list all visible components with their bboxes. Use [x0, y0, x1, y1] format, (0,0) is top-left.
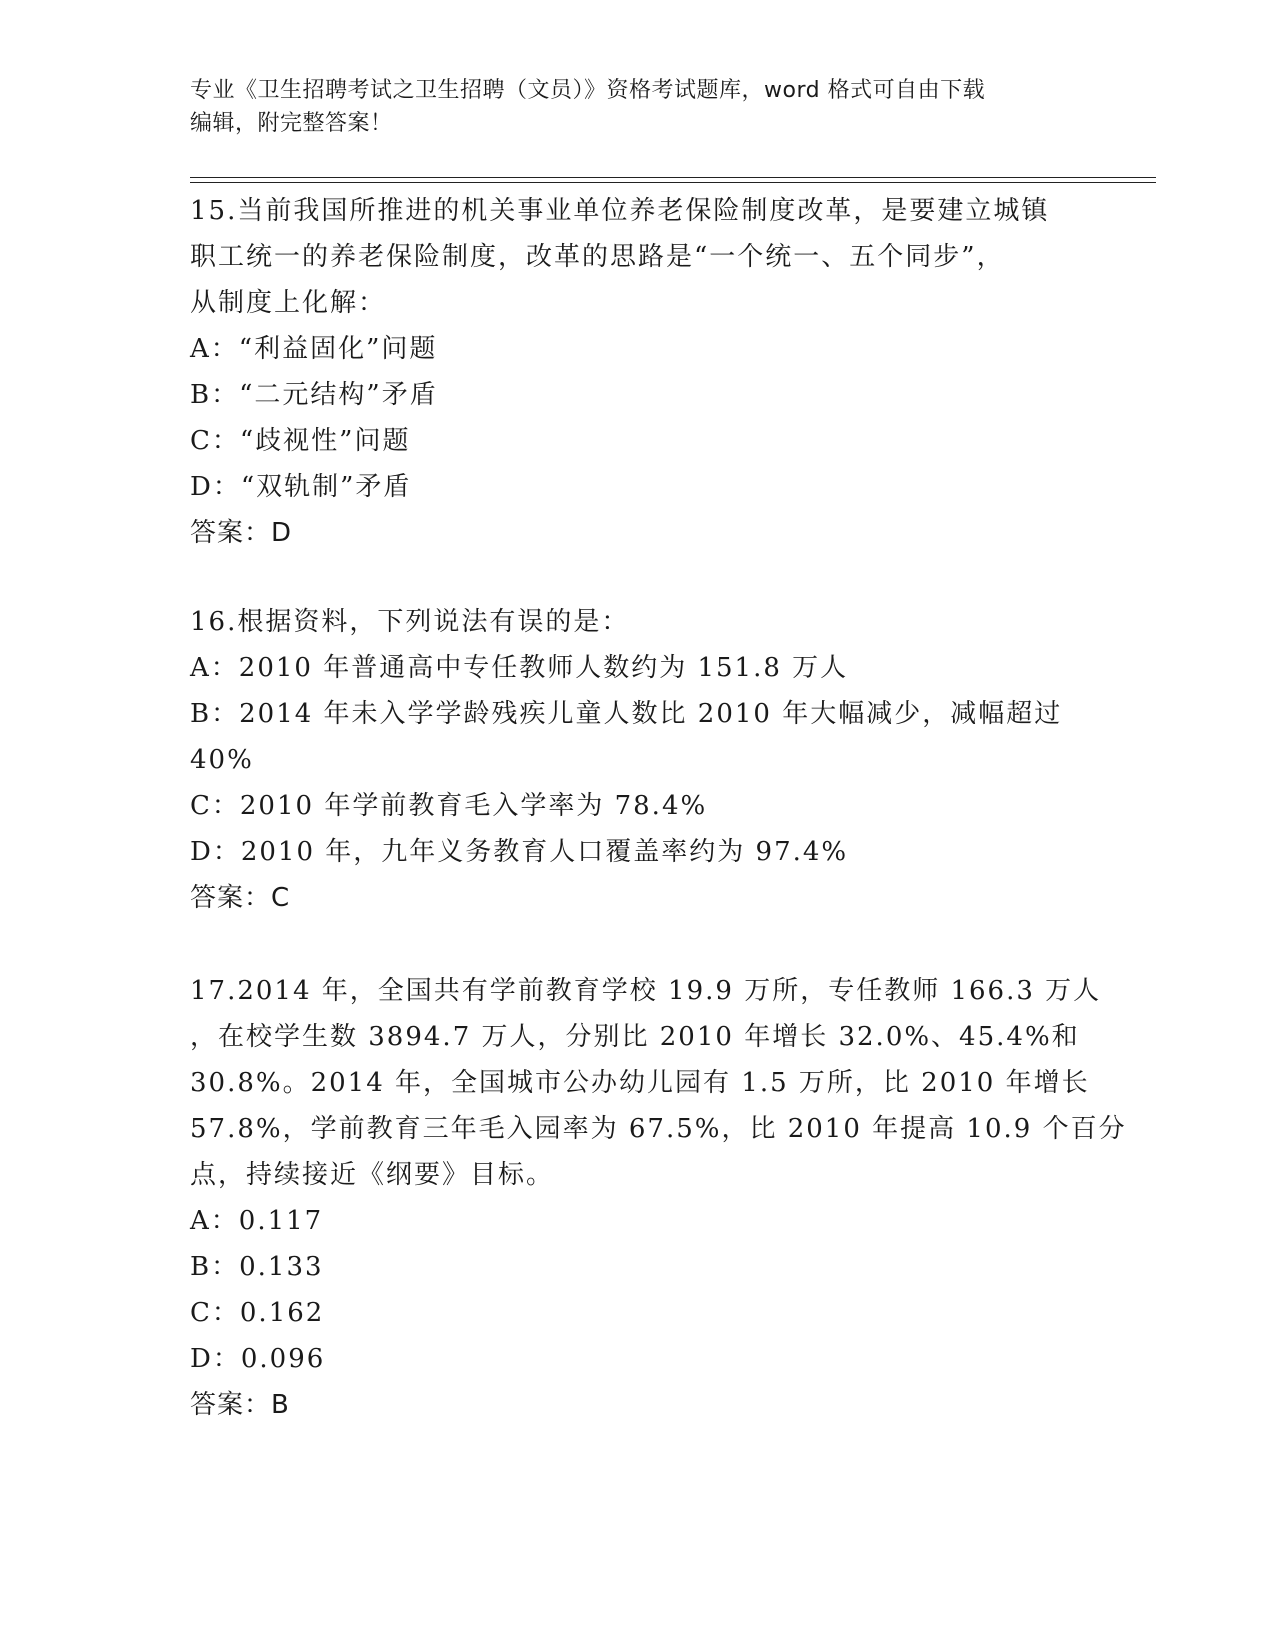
option-c: C：0.162 — [190, 1298, 325, 1328]
option-b: B：0.133 — [190, 1252, 324, 1282]
header-divider-top — [190, 177, 1156, 178]
option-d: D：“双轨制”矛盾 — [190, 472, 412, 502]
option-d: D：0.096 — [190, 1344, 326, 1374]
question-stem-line: 17.2014 年，全国共有学前教育学校 19.9 万所，专任教师 166.3 万人 — [190, 976, 1102, 1006]
header-line-2: 编辑，附完整答案！ — [190, 111, 393, 136]
option-a: A：0.117 — [190, 1206, 324, 1236]
question-stem-line: 57.8%，学前教育三年毛入园率为 67.5%，比 2010 年提高 10.9 个百分 — [190, 1114, 1127, 1144]
question-17 — [190, 968, 1127, 1428]
header-line-1: 专业《卫生招聘考试之卫生招聘（文员）》资格考试题库，word 格式可自由下载 — [190, 78, 986, 103]
answer-line: 答案：D — [190, 518, 293, 548]
answer-line: 答案：C — [190, 883, 291, 913]
header-divider-bottom — [190, 182, 1156, 183]
question-stem-line: 16.根据资料，下列说法有误的是： — [190, 607, 630, 637]
question-stem-line: ，在校学生数 3894.7 万人，分别比 2010 年增长 32.0%、45.4%和 — [190, 1022, 1080, 1052]
question-stem-line: 30.8%。2014 年，全国城市公办幼儿园有 1.5 万所，比 2010 年增长 — [190, 1068, 1090, 1098]
option-a: A：2010 年普通高中专任教师人数约为 151.8 万人 — [190, 653, 849, 683]
question-stem-line: 15.当前我国所推进的机关事业单位养老保险制度改革，是要建立城镇 — [190, 196, 1050, 226]
option-b-continued: 40% — [190, 745, 254, 775]
question-stem-line: 从制度上化解： — [190, 288, 387, 318]
option-d: D：2010 年，九年义务教育人口覆盖率约为 97.4% — [190, 837, 849, 867]
answer-line: 答案：B — [190, 1390, 290, 1420]
question-stem-line: 职工统一的养老保险制度，改革的思路是“一个统一、五个同步”， — [190, 242, 1005, 272]
option-b: B：2014 年未入学学龄残疾儿童人数比 2010 年大幅减少，减幅超过 — [190, 699, 1063, 729]
option-a: A：“利益固化”问题 — [190, 334, 438, 364]
question-stem-line: 点，持续接近《纲要》目标。 — [190, 1160, 555, 1190]
option-b: B：“二元结构”矛盾 — [190, 380, 438, 410]
question-15 — [190, 188, 1090, 556]
option-c: C：“歧视性”问题 — [190, 426, 411, 456]
question-16 — [190, 599, 1090, 921]
document-header — [190, 74, 1090, 140]
option-c: C：2010 年学前教育毛入学率为 78.4% — [190, 791, 708, 821]
